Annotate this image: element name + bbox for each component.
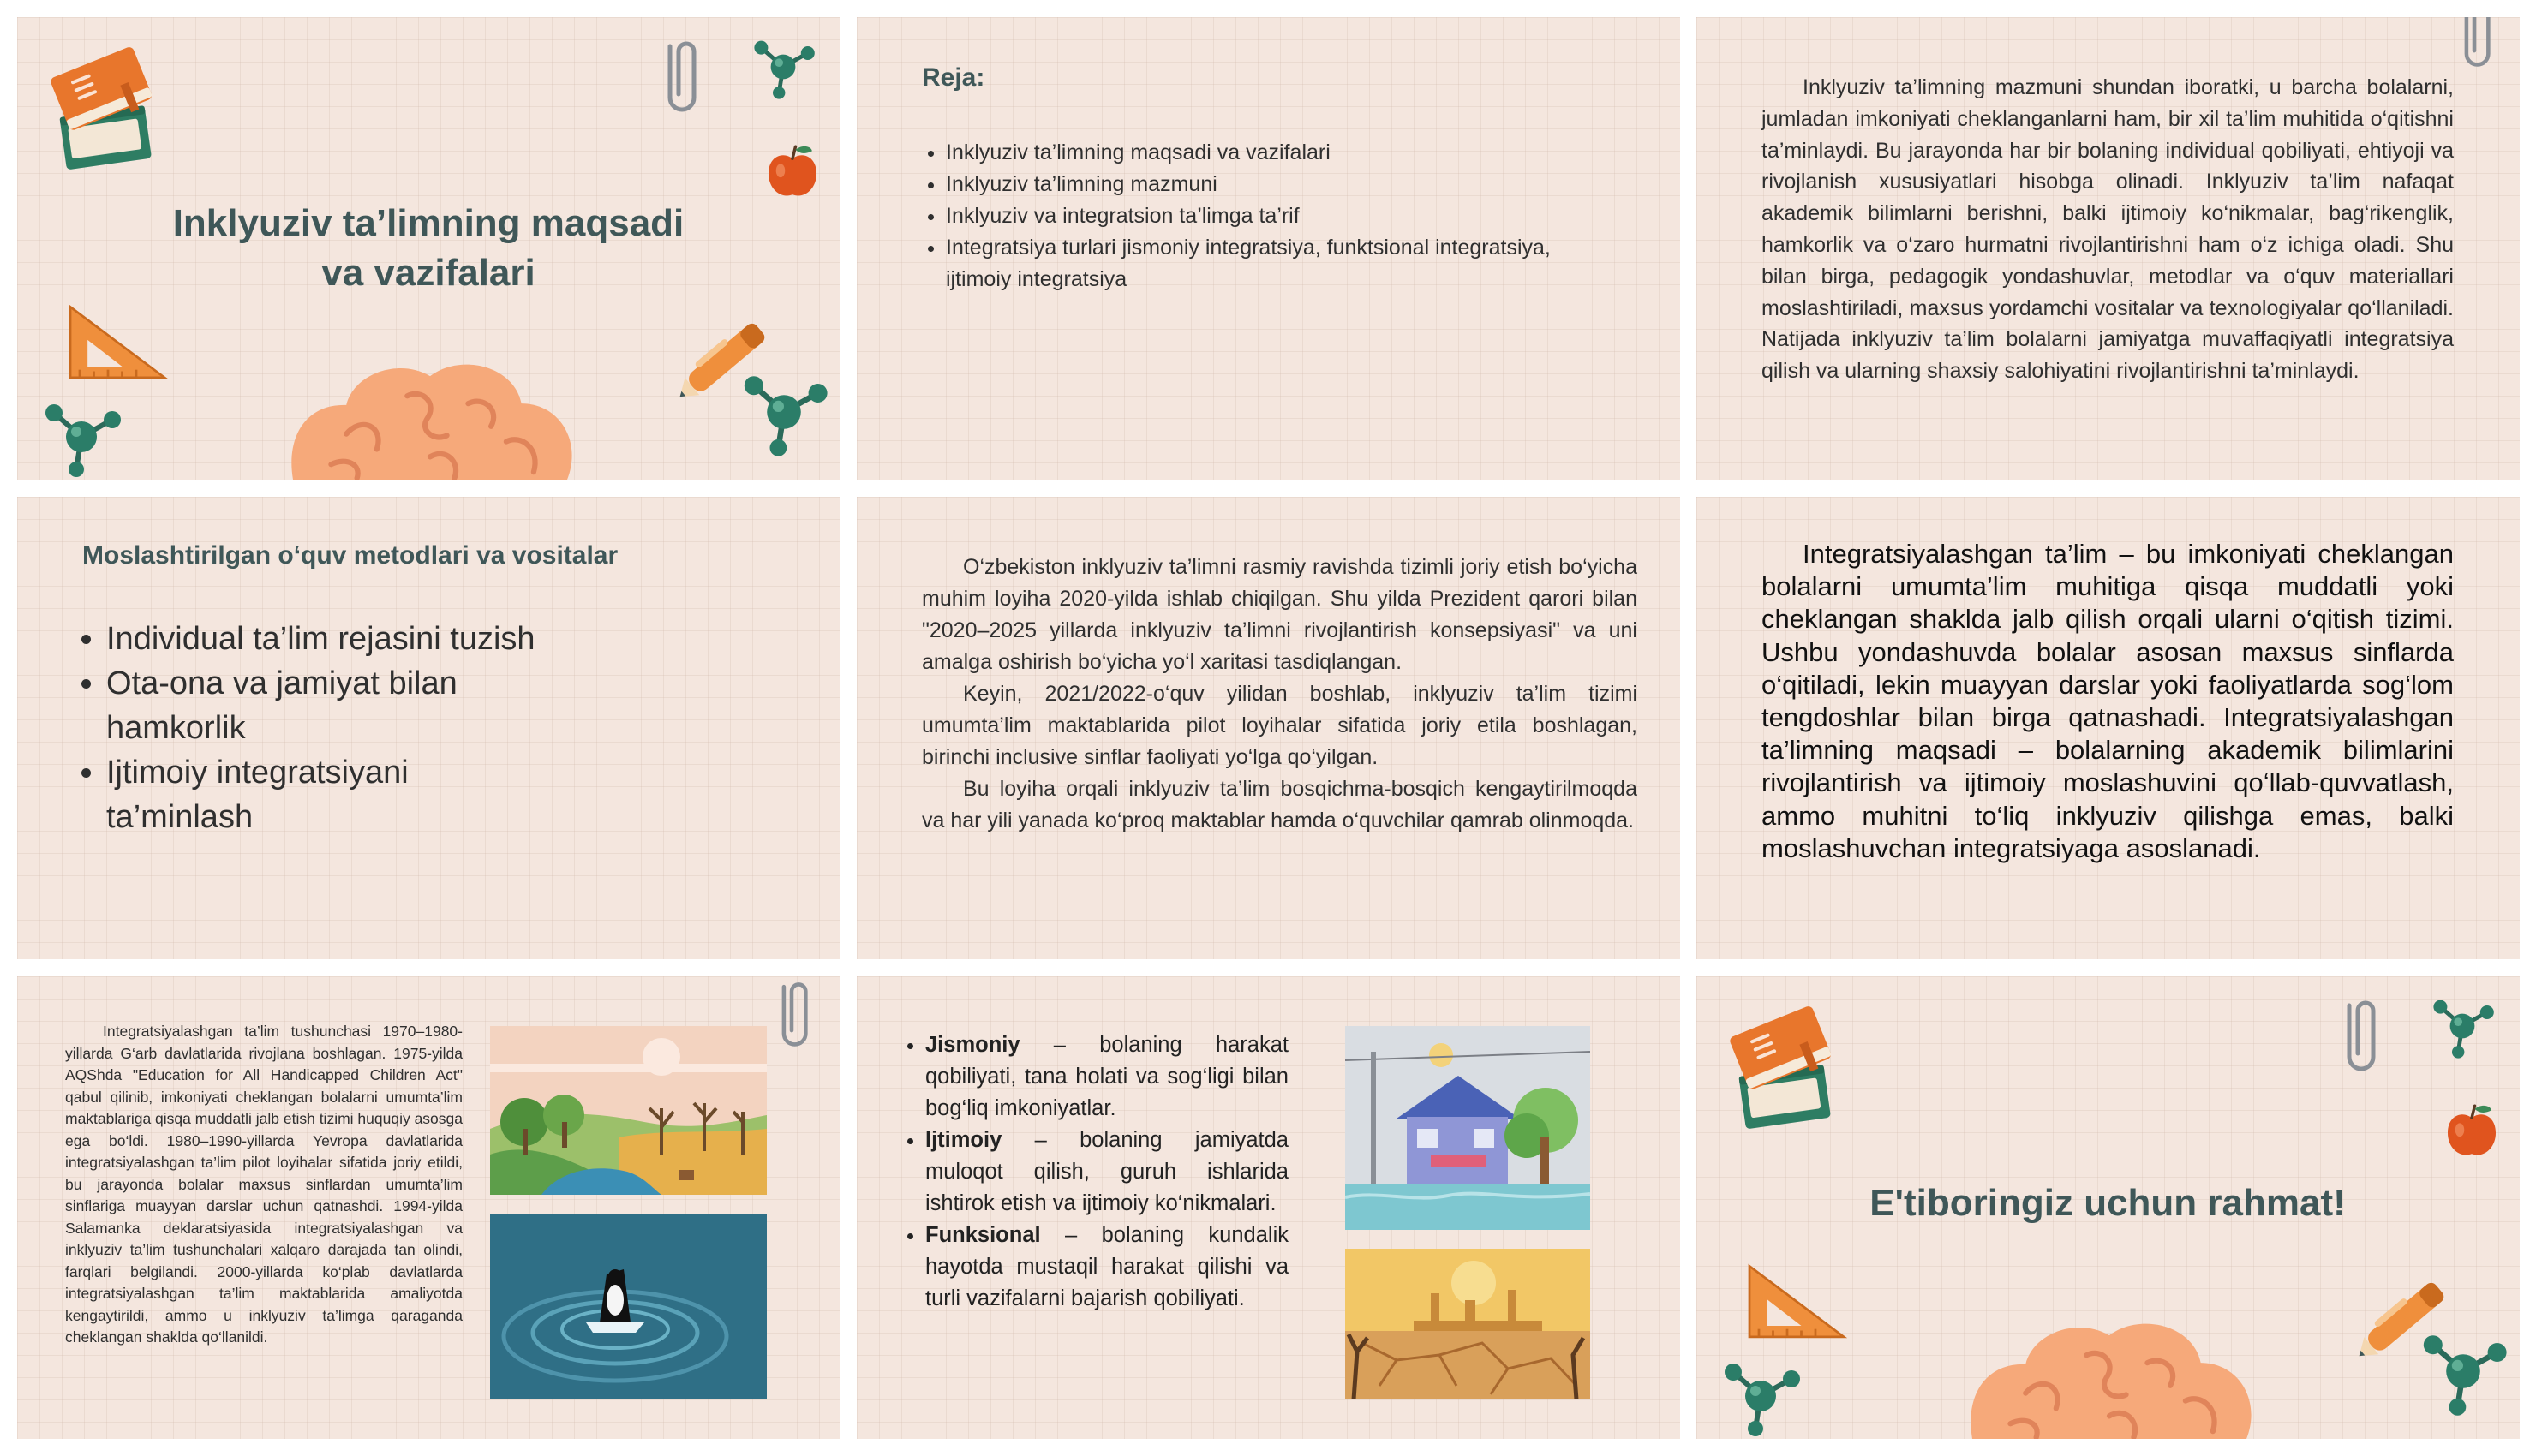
methods-list [82,617,552,839]
list-item: • Inklyuziv ta’limning maqsadi va vazifalari [946,137,1563,169]
term-label: Jismoniy [925,1033,1020,1057]
term-description: – bolaning harakat qobiliyati, tana holati va sog‘ligi bilan bog‘liq imkoniyatlar. [925,1033,1289,1120]
apple-icon [2442,1101,2502,1161]
slide-title[interactable] [17,17,840,480]
methods-heading: Moslashtirilgan o‘quv metodlari va vositalar [82,541,619,570]
flood-house-image [1345,1026,1590,1230]
title-line-2: va vazifalari [321,252,535,294]
slide-uzbekistan[interactable] [857,497,1680,959]
slide-history[interactable] [17,976,840,1439]
ruler-triangle-icon [62,291,173,385]
content-paragraph [1761,72,2454,387]
ruler-triangle-icon [1741,1250,1852,1345]
plan-heading: Reja: [922,63,985,92]
list-item [925,1220,1289,1315]
molecule-icon [2428,992,2497,1060]
apple-icon [763,142,822,202]
list-item: • Inklyuziv va integratsion ta’limga ta’rif [946,200,1563,232]
brain-icon [1938,1302,2281,1439]
term-description: – bolaning jamiyatda muloqot qilish, guruh ishlarida ishtirok etish va ijtimoiy ko‘nikmalari. [925,1128,1289,1215]
term-description: – bolaning kundalik hayotda mustaqil harakat qilishi va turli vazifalarni bajarish qobiliyati. [925,1223,1289,1310]
term-label: Ijtimoiy [925,1128,1002,1152]
list-item: • Ota-ona va jamiyat bilan hamkorlik [106,661,552,750]
slide-integration[interactable] [1696,497,2520,959]
list-item: • Individual ta’lim rejasini tuzish [106,617,552,661]
page-title [103,199,754,298]
integration-text [1761,538,2454,865]
paragraph: Integratsiyalashgan ta’lim – bu imkoniyati cheklangan bolalarni umumta’lim muhitiga qisqa muddatli yoki cheklangan shaklda jalb qilish orqali ularni o‘qitish tizimi. Ushbu yondashuvda bolalar asosan maxsus sinflarda o‘qitiladi, lekin muayyan darslar yoki faoliyatlarda sog‘lom tengdoshlar bilan birga qatnashadi. Integratsiyalashgan ta’limning maqsadi – bolalarning akademik bilimlarini rivojlantirish va ijtimoiy moslashuvini qo‘llab-quvvatlash, ammo muhitni to‘liq inklyuziv qilishga emas, balki moslashuvchan integratsiyaga asoslanadi. [1761,539,2454,863]
thank-you-title: E'tiboringiz uchun rahmat! [1869,1182,2346,1224]
paperclip-icon [653,29,704,123]
history-text [65,1021,463,1349]
list-item: • Ijtimoiy integratsiyani ta’minlash [106,750,552,839]
slide-methods[interactable] [17,497,840,959]
molecule-icon [737,365,831,459]
drought-image [1345,1249,1590,1399]
term-label: Funksional [925,1223,1041,1247]
landscape-image [490,1026,767,1195]
types-list [901,1029,1289,1315]
books-icon [43,41,163,178]
paperclip-icon [2450,17,2498,77]
paperclip-icon [2332,988,2383,1083]
list-item [925,1125,1289,1220]
paragraph: Keyin, 2021/2022-o‘quv yilidan boshlab, inklyuziv ta’lim tizimi umumta’lim maktablarida pilot loyihalar sifatida joriy etila boshlagan, birinchi inclusive sinflar faoliyati yo‘lga qo‘yilgan. [922,682,1637,769]
molecule-icon [1714,1353,1808,1439]
molecule-icon [34,394,129,480]
title-line-1: Inklyuziv ta’limning maqsadi [172,202,685,244]
list-item [925,1029,1289,1125]
list-item: • Integratsiya turlari jismoniy integratsiya, funktsional integratsiya, ijtimoiy integratsiya [946,232,1563,295]
uzbekistan-text [922,552,1637,837]
paragraph: Bu loyiha orqali inklyuziv ta’lim bosqichma-bosqich kengaytirilmoqda va har yili yanada ko‘proq maktablar hamda o‘quvchilar qamrab olinmoqda. [922,777,1637,832]
molecule-icon [749,33,817,101]
slide-integration-types[interactable] [857,976,1680,1439]
slide-content[interactable] [1696,17,2520,480]
brain-icon [259,343,601,480]
iceberg-image [490,1214,767,1399]
paragraph: O‘zbekiston inklyuziv ta’limni rasmiy ravishda tizimli joriy etish bo‘yicha muhim loyiha 2020-yilda ishlab chiqilgan. Shu yilda Prezident qarori bilan "2020–2025 yillarda inklyuziv ta’limni rivojlantirish konsepsiyasi" va uni amalga oshirish bo‘yicha yo‘l xaritasi tasdiqlangan. [922,555,1637,674]
slide-thank-you[interactable] [1696,976,2520,1439]
list-item: • Inklyuziv ta’limning mazmuni [946,169,1563,200]
slide-plan[interactable] [857,17,1680,480]
paragraph: Inklyuziv ta’limning mazmuni shundan iboratki, u barcha bolalarni, jumladan imkoniyati cheklanganlarni ham, bir xil ta’lim muhitida o‘qitishni ta’minlaydi. Bu jarayonda har bir bolaning individual qobiliyati, ehtiyoji va rivojlanish xususiyatlari hisobga olinadi. Inklyuziv ta’lim nafaqat akademik bilimlarni berishni, balki ijtimoiy ko‘nikmalar, bag‘rikenglik, hamkorlik va o‘zaro hurmatni rivojlantirishni ham o‘z ichiga oladi. Shu bilan birga, pedagogik yondashuvlar, metodlar va o‘quv materiallari moslashtiriladi, maxsus yordamchi vositalar va texnologiyalar qo‘llaniladi. Natijada inklyuziv ta’lim bolalarni jamiyatga muvaffaqiyatli integratsiya qilish va ularning shaxsiy salohiyatini rivojlantirishni ta’minlaydi. [1761,75,2454,384]
books-icon [1722,1000,1842,1137]
molecule-icon [2416,1324,2510,1418]
plan-list [922,137,1563,295]
paragraph: Integratsiyalashgan ta’lim tushunchasi 1970–1980-yillarda G‘arb davlatlarida rivojlana boshlagan. 1975-yilda AQShda "Education for All Handicapped Children Act" qabul qilinib, imkoniyati cheklangan bolalarni umumta’lim maktablariga qisqa muddatli jalb etish tizimi huquqiy asosga ega bo‘ldi. 1980–1990-yillarda Yevropa davlatlarida integratsiyalashgan ta’lim pilot loyihalar sifatida joriy etildi, bu jarayonda bolalar maxsus sinflardan umumta’lim sinflariga muayyan darslar uchun qatnashdi. 1994-yilda Salamanka deklaratsiyasida integratsiyalashgan va inklyuziv ta’lim tushunchalari xalqaro darajada tan olindi, farqlari belgilandi. 2000-yillarda ko‘plab davlatlarda integratsiyalashgan ta’lim maktablarida amaliyotda kengaytirildi, ammo u inklyuziv ta’limga qaraganda cheklangan shaklda qo‘llanildi. [65,1023,463,1346]
paperclip-icon [768,976,816,1057]
